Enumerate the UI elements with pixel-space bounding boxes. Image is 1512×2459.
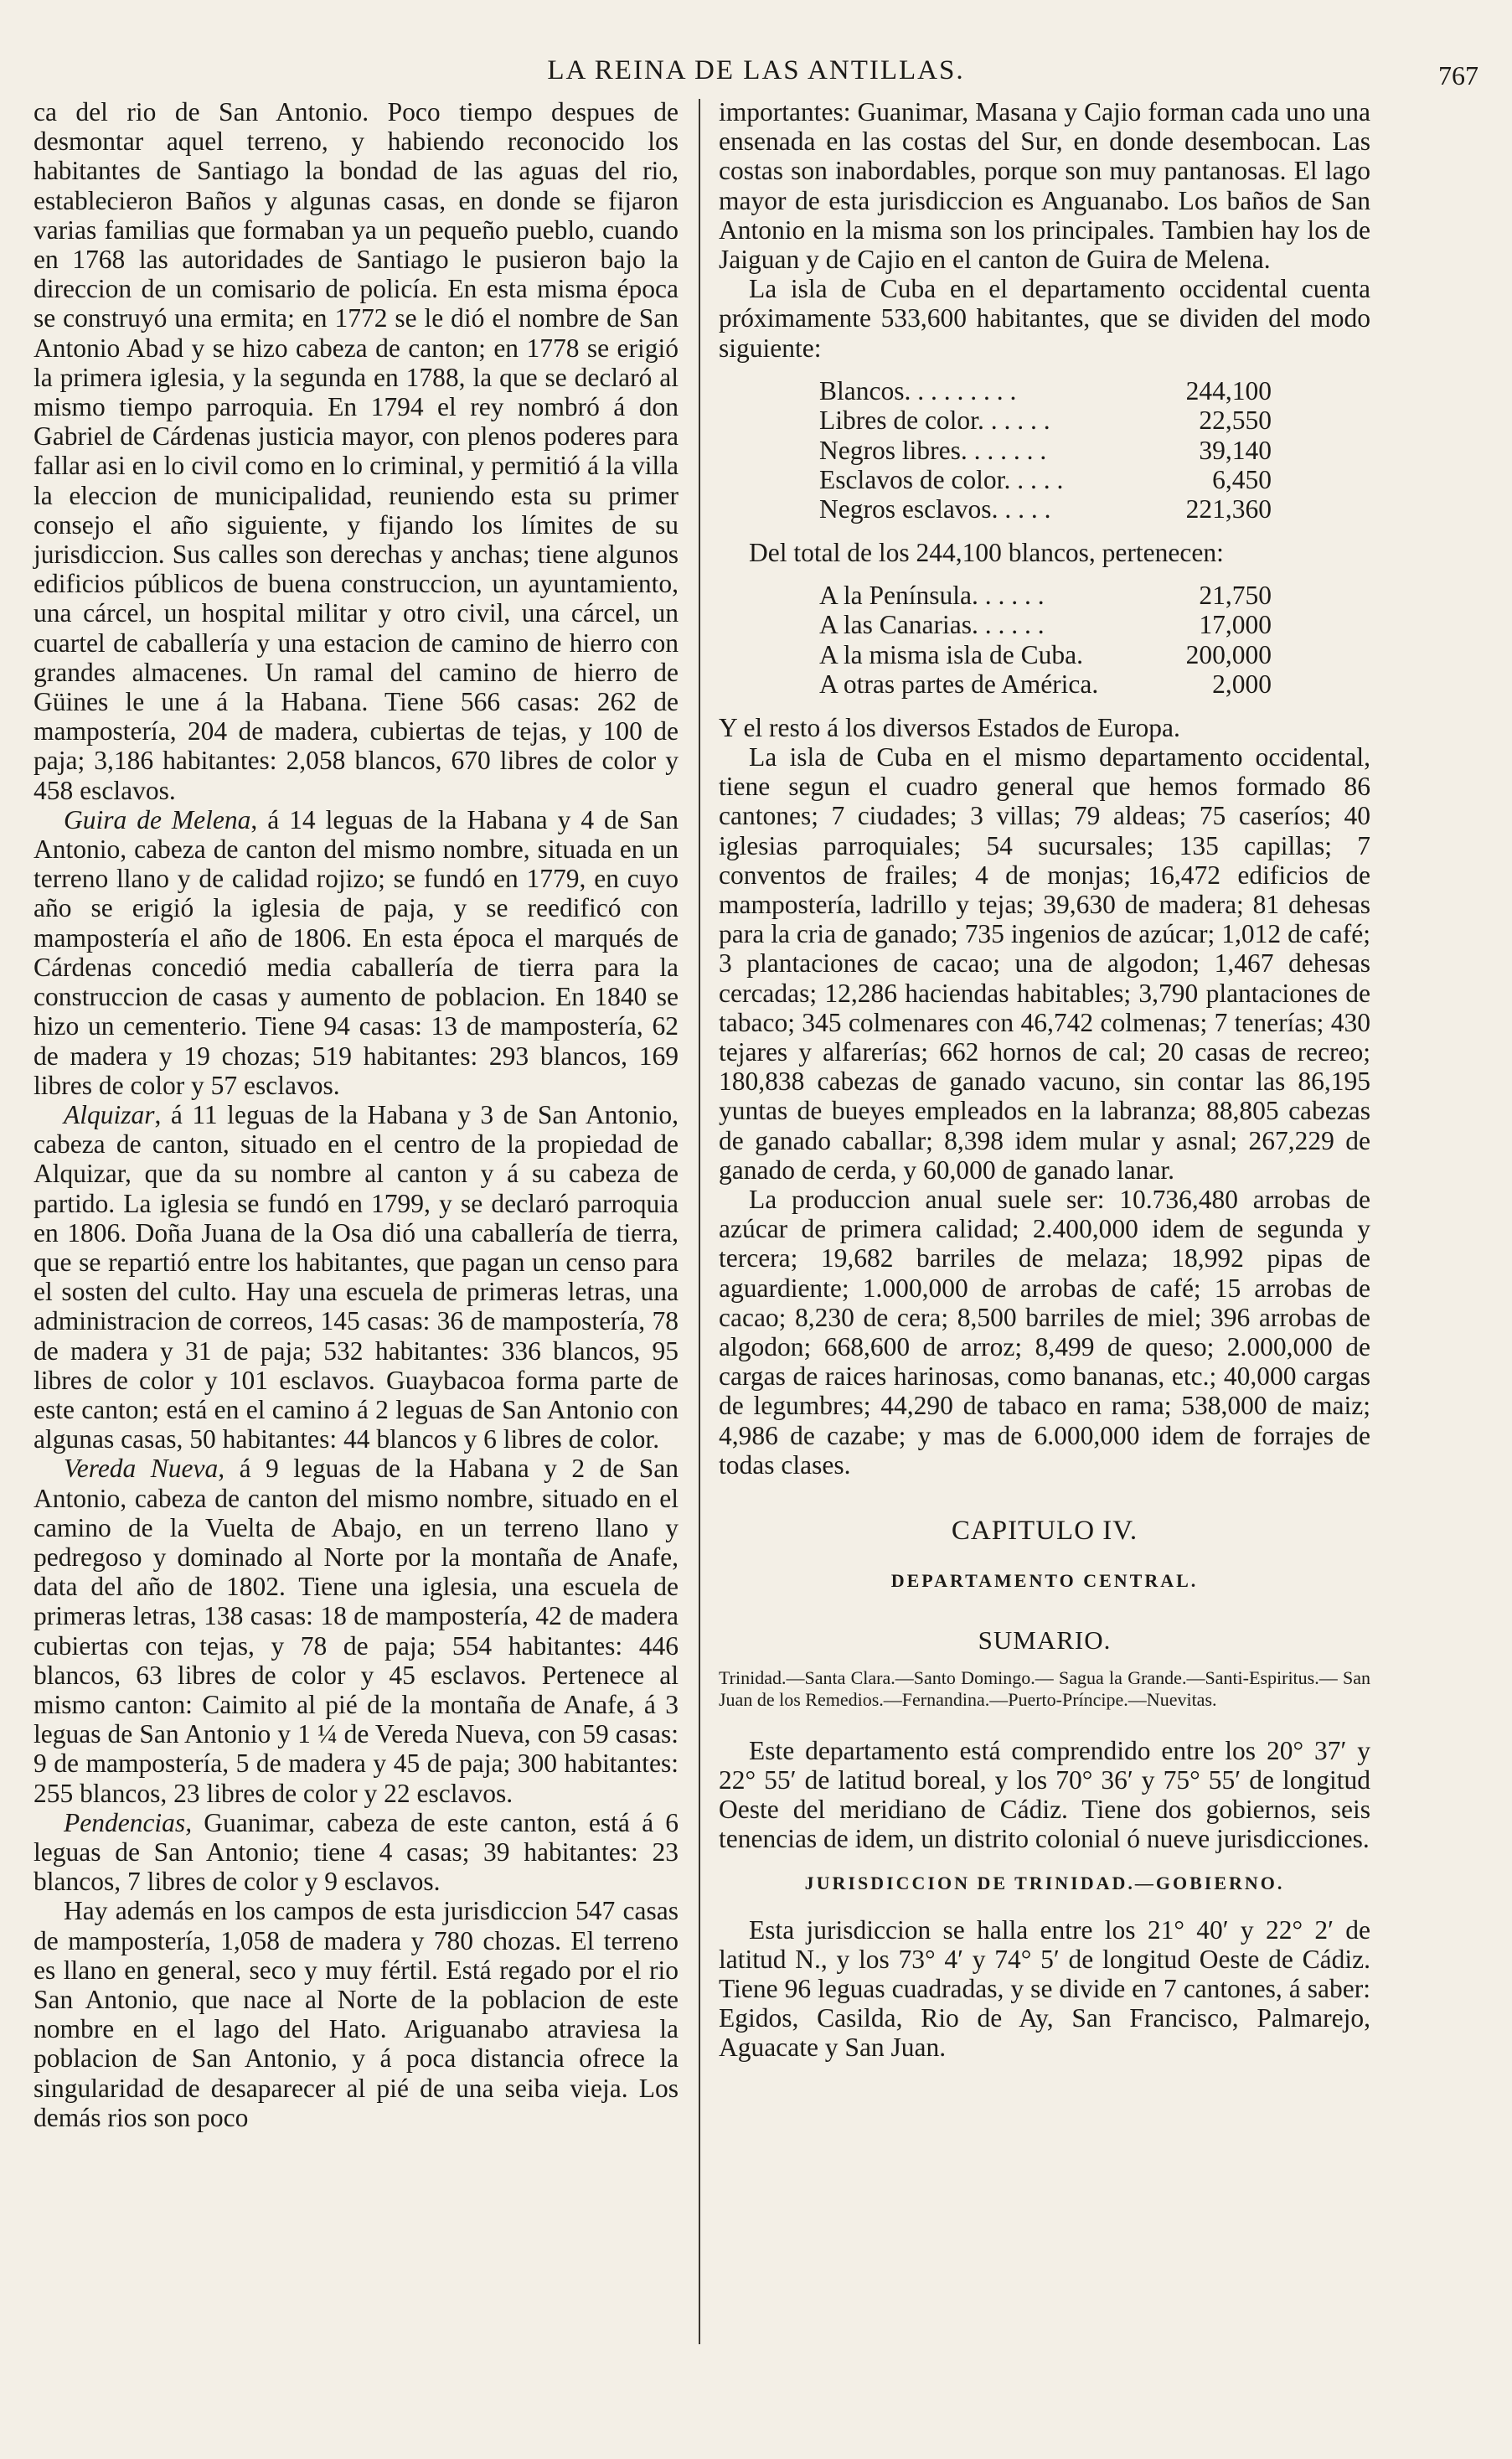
population-table — [819, 376, 1272, 524]
place-name-pendencias: Pendencias, — [64, 1807, 193, 1837]
table-row — [819, 669, 1272, 699]
right-column — [719, 97, 1370, 2063]
table-row — [819, 465, 1272, 494]
chapter-title: CAPITULO IV. — [951, 1515, 1138, 1546]
page-header — [34, 52, 1478, 96]
row-value: 17,000 — [1199, 610, 1272, 640]
paragraph-san-antonio: ca del rio de San Antonio. Poco tiempo despues de desmontar aquel terreno, y habiendo reconocido los habitantes de Santiago la bondad de las aguas del rio, establecieron Baños y algunas casas, en donde se fijaron varias familias que formaban ya un pequeño pueblo, cuando en 1768 las autoridades de Santiago le pusieron bajo la direccion de un comisario de policía. En esta misma época se construyó una ermita; en 1772 se le dió el nombre de San Antonio Abad y se hizo cabeza de canton; en 1778 se erigió la primera iglesia, y la segunda en 1788, la que se declaró al mismo tiempo parroquia. En 1794 el rey nombró á don Gabriel de Cárdenas justicia mayor, con plenos poderes para fallar asi en lo civil como en lo criminal, y permitió á la villa la eleccion de municipalidad, reuniendo esta su primer consejo el año siguiente, y fijando los límites de su jurisdiccion. Sus calles son derechas y anchas; tiene algunos edificios públicos de buena construccion, un ayuntamiento, una cárcel, un hospital militar y otro civil, una cárcel, un cuartel de caballería y una estacion de camino de hierro con grandes almacenes. Un ramal del camino de hierro de Güines le une á la Habana. Tiene 566 casas: 262 de mampostería, 204 de madera, cubiertas de tejas, y 100 de paja; 3,186 habitantes: 2,058 blancos, 670 libres de color y 458 esclavos. — [34, 97, 679, 805]
paragraph-vereda-nueva — [34, 1454, 679, 1807]
paragraph-blancos-intro: Del total de los 244,100 blancos, pertenecen: — [749, 537, 1224, 567]
place-name-alquizar: Alquizar — [64, 1099, 155, 1129]
paragraph-pendencias-text: Guanimar, cabeza de este canton, está á 6 leguas de San Antonio; tiene 4 casas; 39 habitantes: 23 blancos, 7 libres de color y 9 esclavos. — [34, 1807, 679, 1897]
paragraph-estadistica: La isla de Cuba en el mismo departamento occidental, tiene segun el cuadro general que hemos formado 86 cantones; 7 ciudades; 3 villas; 79 aldeas; 75 caseríos; 40 iglesias parroquiales; 54 sucursales; 135 capillas; 7 conventos de frailes; 4 de monjas; 16,472 edificios de mampostería, ladrillo y tejas; 39,630 de madera; 81 dehesas para la cria de ganado; 735 ingenios de azúcar; 1,012 de café; 3 plantaciones de cacao; una de algodon; 1,467 dehesas cercadas; 12,286 haciendas habitables; 3,790 plantaciones de tabaco; 345 colmenares con 46,742 colmenas; 7 tenerías; 430 tejares y alfarerías; 662 hornos de cal; 20 casas de recreo; 180,838 cabezas de ganado vacuno, sin contar las 86,195 yuntas de bueyes empleados en la labranza; 88,805 cabezas de ganado caballar; 8,398 idem mular y asnal; 267,229 de ganado de cerda, y 60,000 de ganado lanar. — [719, 741, 1370, 1185]
paragraph-produccion: La produccion anual suele ser: 10.736,480 arrobas de azúcar de primera calidad; 2.400,000 idem de segunda y tercera; 19,682 barriles de melaza; 18,992 pipas de aguardiente; 1.000,000 de arrobas de café; 15 arrobas de cacao; 8,230 de cera; 8,500 barriles de miel; 396 arrobas de algodon; 668,600 de arroz; 8,499 de queso; 2.000,000 de cargas de raices harinosas, como bananas, etc.; 40,000 cargas de legumbres; 44,290 de tabaco en rama; 538,000 de maiz; 4,986 de cazabe; y mas de 6.000,000 idem de forrajes de todas clases. — [719, 1184, 1370, 1480]
table-row — [819, 581, 1272, 610]
row-value: 221,360 — [1185, 494, 1272, 524]
row-value: 200,000 — [1185, 639, 1272, 669]
row-value: 6,450 — [1212, 465, 1272, 495]
table-row — [819, 494, 1272, 524]
row-value: 22,550 — [1199, 406, 1272, 436]
place-name-guira: Guira de Melena — [64, 804, 251, 834]
row-label: A la Península. . . . . . — [819, 581, 1045, 611]
row-value: 21,750 — [1199, 581, 1272, 611]
row-value: 39,140 — [1199, 435, 1272, 465]
row-label: Blancos. . . . . . . . . — [819, 375, 1017, 406]
row-label: Libres de color. . . . . . — [819, 406, 1050, 436]
paragraph-trinidad: Esta jurisdiccion se halla entre los 21° 40′ y 22° 2′ de latitud N., y los 73° 4′ y 74° 5′ de longitud Oeste de Cádiz. Tiene 96 leguas cuadradas, y se divide en 7 cantones, á saber: Egidos, Casilda, Rio de Ay, San Francisco, Palmarejo, Aguacate y San Juan. — [719, 1914, 1370, 2063]
table-row — [819, 436, 1272, 465]
row-label: Negros libres. . . . . . . — [819, 435, 1047, 465]
row-label: Negros esclavos. . . . . — [819, 494, 1051, 524]
page-number: 767 — [1438, 60, 1478, 90]
paragraph-guira-text: , á 14 leguas de la Habana y 4 de San Antonio, cabeza de canton del mismo nombre, situada en un terreno llano y de calidad rojizo; se fundó en 1779, en cuyo año se erigió la iglesia de paja, y se reedificó con mampostería el año de 1806. En esta época el marqués de Cárdenas concedió media caballería de tierra para la construccion de casas y aumento de poblacion. En 1840 se hizo un cementerio. Tiene 94 casas: 13 de mampostería, 62 de madera y 19 chozas; 519 habitantes: 293 blancos, 169 libres de color y 57 esclavos. — [34, 804, 679, 1100]
table-row — [819, 406, 1272, 435]
paragraph-vereda-nueva-text: á 9 leguas de la Habana y 2 de San Antonio, cabeza de canton del mismo nombre, situado en el camino de la Vuelta de Abajo, en un terreno llano y pedregoso y dominado al Norte por la montaña de Anafe, data del año de 1802. Tiene una iglesia, una escuela de primeras letras, 138 casas: 18 de mampostería, 42 de madera cubiertas con tejas, y 78 de paja; 554 habitantes: 446 blancos, 63 libres de color y 45 esclavos. Pertenece al mismo canton: Caimito al pié de la montaña de Anafe, á 3 leguas de San Antonio y 1 ¼ de Vereda Nueva, con 59 casas: 9 de mampostería, 5 de madera y 45 de paja; 300 habitantes: 255 blancos, 23 libres de color y 22 esclavos. — [34, 1454, 679, 1808]
row-label: A las Canarias. . . . . . — [819, 610, 1045, 640]
table-row — [819, 376, 1272, 406]
paragraph-jurisdiccion-campos: Hay además en los campos de esta jurisdiccion 547 casas de mampostería, 1,058 de madera y 780 chozas. El terreno es llano en general, seco y muy fértil. Está regado por el rio San Antonio, que nace al Norte de la poblacion de este nombre en el lago del Hato. Ariguanabo atraviesa la poblacion de San Antonio, y á poca distancia ofrece la singularidad de desaparecer al pié de una seiba vieja. Los demás rios son poco — [34, 1896, 679, 2132]
paragraph-guira-de-melena — [34, 805, 679, 1100]
paragraph-alquizar — [34, 1100, 679, 1454]
table-row — [819, 610, 1272, 639]
row-label: Esclavos de color. . . . . — [819, 465, 1064, 495]
paragraph-rios: importantes: Guanimar, Masana y Cajio forman cada uno una ensenada en las costas del Sur, en donde desembocan. Las costas son inabordables, porque son muy pantanosas. El lago mayor de esta jurisdiccion es Anguanabo. Los baños de San Antonio en la misma son los principales. Tambien hay los de Jaiguan y de Cajio en el canton de Guira de Melena. — [719, 97, 1370, 275]
sumario-title: SUMARIO. — [978, 1625, 1112, 1656]
row-label: A la misma isla de Cuba. — [819, 639, 1083, 669]
row-value: 244,100 — [1185, 375, 1272, 406]
left-column — [34, 97, 679, 2132]
jurisdiction-heading: JURISDICCION DE TRINIDAD.—GOBIERNO. — [804, 1873, 1285, 1894]
running-head: LA REINA DE LAS ANTILLAS. — [547, 55, 965, 85]
whites-origin-table — [819, 581, 1272, 700]
table-row — [819, 640, 1272, 669]
paragraph-alquizar-text: , á 11 leguas de la Habana y 3 de San Antonio, cabeza de canton, situado en el centro de la propiedad de Alquizar, que da su nombre al canton y á su cabeza de partido. La iglesia se fundó en 1799, y se declaró parroquia en 1806. Doña Juana de la Osa dió una caballería de tierra, que se repartió entre los habitantes, que pagan un censo para el sosten del culto. Hay una escuela de primeras letras, una administracion de correos, 145 casas: 36 de mampostería, 78 de madera y 31 de paja; 532 habitantes: 336 blancos, 95 libres de color y 101 esclavos. Guaybacoa forma parte de este canton; está en el camino á 2 leguas de San Antonio con algunas casas, 50 habitantes: 44 blancos y 6 libres de color. — [34, 1099, 679, 1454]
row-label: A otras partes de América. — [819, 669, 1099, 700]
paragraph-pendencias — [34, 1808, 679, 1897]
paragraph-poblacion-intro: La isla de Cuba en el departamento occidental cuenta próximamente 533,600 habitantes, que se dividen del modo siguiente: — [719, 274, 1370, 363]
column-divider — [699, 99, 700, 2344]
row-value: 2,000 — [1212, 669, 1272, 700]
place-name-vereda-nueva: Vereda Nueva, — [64, 1454, 225, 1484]
department-heading: DEPARTAMENTO CENTRAL. — [890, 1570, 1199, 1592]
sumario-list: Trinidad.—Santa Clara.—Santo Domingo.— Sagua la Grande.—Santi-Espiritus.— San Juan de los Remedios.—Fernandina.—Puerto-Príncipe.—Nuevitas. — [719, 1666, 1370, 1710]
paragraph-departamento-central: Este departamento está comprendido entre los 20° 37′ y 22° 55′ de latitud boreal, y los 70° 36′ y 75° 55′ de longitud Oeste del meridiano de Cádiz. Tiene dos gobiernos, seis tenencias de idem, un distrito colonial ó nueve jurisdicciones. — [719, 1735, 1370, 1854]
paragraph-resto-europa: Y el resto á los diversos Estados de Europa. — [719, 712, 1180, 742]
